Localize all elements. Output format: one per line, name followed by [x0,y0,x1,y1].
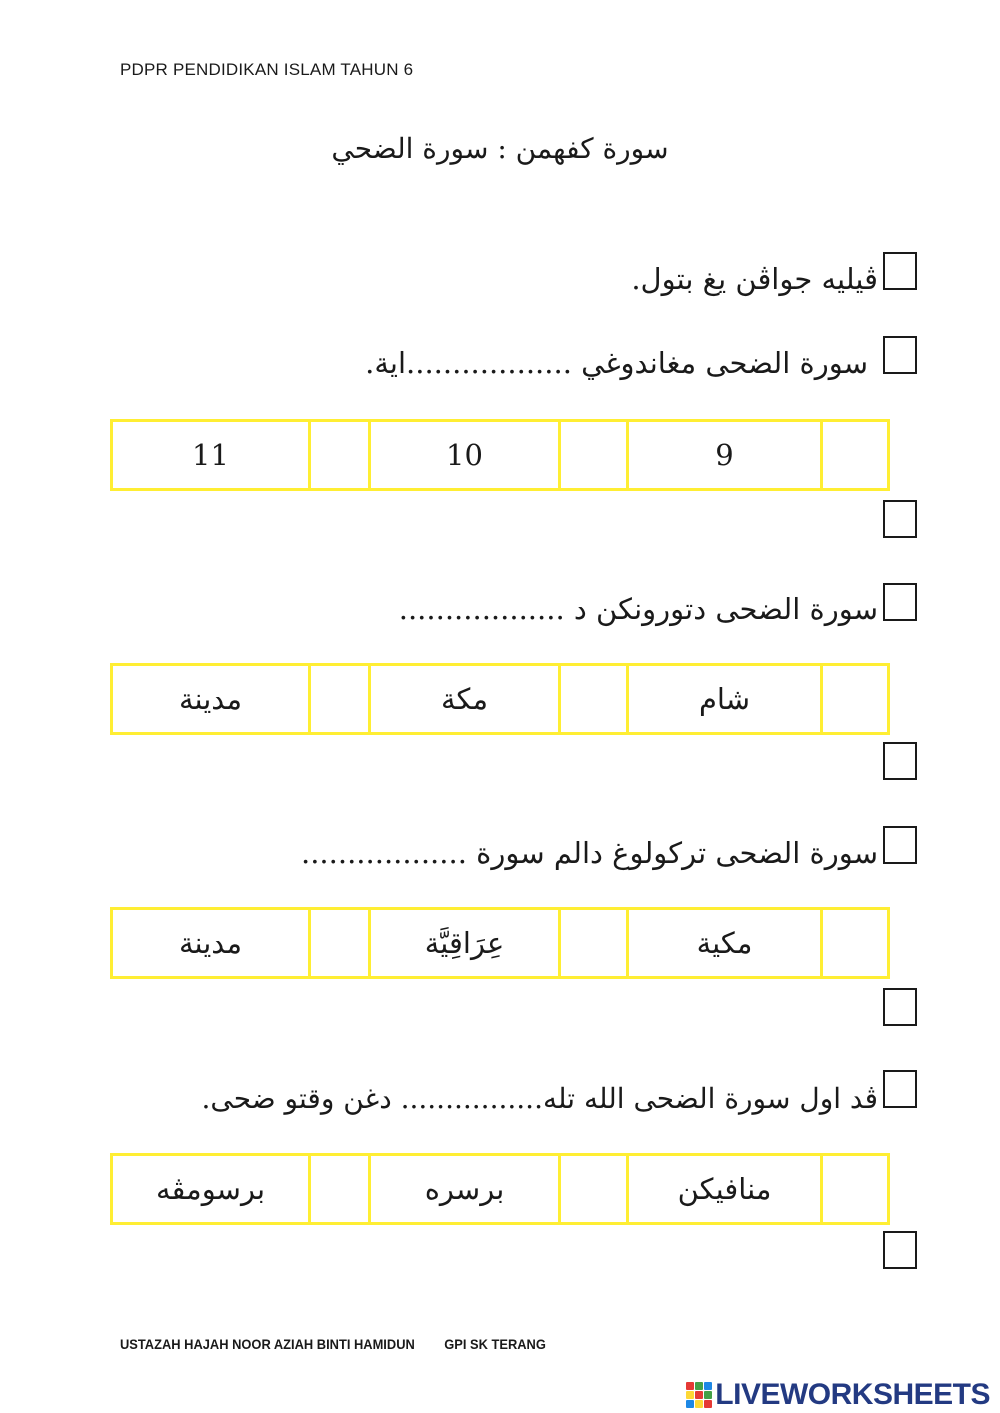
footer [120,1336,546,1352]
option-cell: برسره [371,1156,561,1222]
question-3-checkbox[interactable] [883,826,917,864]
option-cell: مدينة [113,666,311,732]
liveworksheets-logo-icon [686,1382,712,1408]
option-cell: منافيكن [629,1156,823,1222]
option-input[interactable] [823,422,887,488]
question-1-options [110,419,890,491]
answer-4-checkbox[interactable] [883,1231,917,1269]
option-input[interactable] [561,1156,629,1222]
footer-author: USTAZAH HAJAH NOOR AZIAH BINTI HAMIDUN [120,1336,415,1352]
option-input[interactable] [823,666,887,732]
option-input[interactable] [561,910,629,976]
question-3-options [110,907,890,979]
page-header: PDPR PENDIDIKAN ISLAM TAHUN 6 [120,60,414,79]
option-cell: مكة [371,666,561,732]
page-title: سورة كفهمن : سورة الضحي [331,132,669,165]
option-cell: شام [629,666,823,732]
question-2-text: سورة الضحى دتورونكن د .................. [398,592,878,626]
option-input[interactable] [311,910,371,976]
question-1-text: سورة الضحى مغاندوغي ..................اية. [365,346,868,380]
question-1-checkbox[interactable] [883,336,917,374]
option-input[interactable] [561,422,629,488]
question-2-options [110,663,890,735]
option-cell: مدينة [113,910,311,976]
instruction-text: ڤيليه جواڤن يغ بتول. [631,262,878,296]
option-input[interactable] [823,1156,887,1222]
instruction-checkbox[interactable] [883,252,917,290]
option-cell: عِرَاقِيَّة [371,910,561,976]
option-cell: 10 [371,422,561,488]
question-4-options [110,1153,890,1225]
option-input[interactable] [311,1156,371,1222]
liveworksheets-brand[interactable] [686,1378,990,1412]
option-cell: 9 [629,422,823,488]
option-input[interactable] [311,666,371,732]
answer-2-checkbox[interactable] [883,742,917,780]
option-input[interactable] [561,666,629,732]
option-cell: مكية [629,910,823,976]
brand-name: LIVEWORKSHEETS [715,1378,990,1411]
option-input[interactable] [823,910,887,976]
question-4-checkbox[interactable] [883,1070,917,1108]
question-3-text: سورة الضحى تركولوغ دالم سورة .................. [301,836,878,870]
answer-1-checkbox[interactable] [883,500,917,538]
option-cell: برسومڤه [113,1156,311,1222]
answer-3-checkbox[interactable] [883,988,917,1026]
option-input[interactable] [311,422,371,488]
footer-school: GPI SK TERANG [444,1336,546,1352]
question-4-text: ڤد اول سورة الضحى الله تله................ دغن وقتو ضحى. [201,1082,878,1115]
question-2-checkbox[interactable] [883,583,917,621]
option-cell: 11 [113,422,311,488]
